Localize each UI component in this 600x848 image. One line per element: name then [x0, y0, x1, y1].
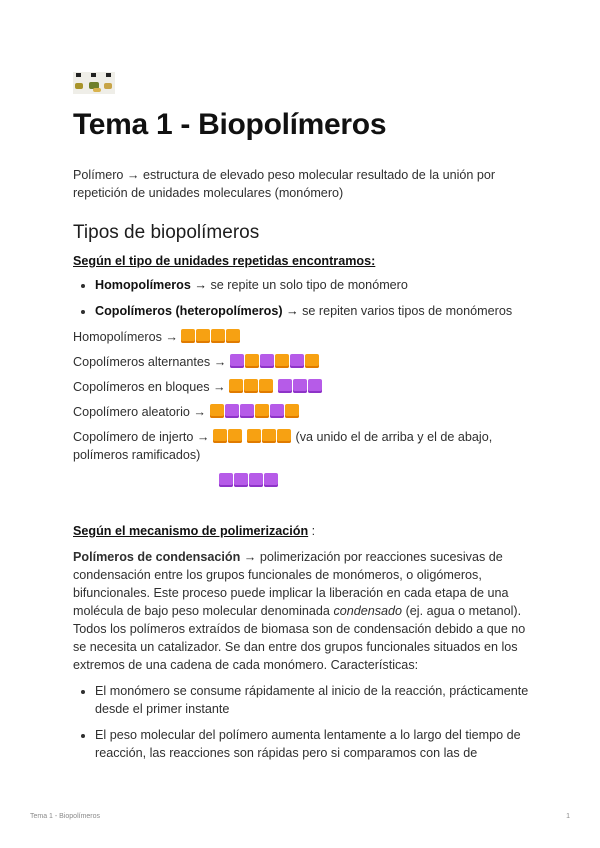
orange-block [285, 404, 299, 418]
example-block: Copolímeros en bloques → [73, 378, 533, 396]
example-homopolymer: Homopolímeros → [73, 328, 533, 346]
condensation-paragraph: Polímeros de condensación → polimerización por reacciones sucesivas de condensación entre los grupos funcionales de monómeros, o oligómeros, bifuncionales. Este proceso puede implicar la liberación en cada etapa de una molécula de bajo peso molecular denominada condensado (ej. agua o metanol). Todos los polímeros extraídos de biomasa son de condensación debido a que no se necesita un catalizador. Se dan entre dos grupos funcionales situados en los extremos de una cadena de cada monómero. Características: [73, 550, 526, 672]
orange-block [275, 354, 289, 368]
units-list [73, 276, 533, 320]
footer-title: Tema 1 - Biopolímeros [30, 813, 101, 820]
purple-block [308, 379, 322, 393]
list-item: • Copolímeros (heteropolímeros) → se repiten varios tipos de monómeros [95, 302, 533, 320]
purple-block [230, 354, 244, 368]
intro-paragraph: Polímero → estructura de elevado peso molecular resultado de la unión por repetición de unidades moleculares (monómero) [73, 168, 496, 200]
purple-block [249, 473, 263, 487]
orange-block [245, 354, 259, 368]
list-item: • El peso molecular del polímero aumenta lentamente a lo largo del tiempo de reacción, las reacciones son rápidas pero si comparamos con las de [95, 726, 533, 762]
purple-block [225, 404, 239, 418]
orange-block [255, 404, 269, 418]
orange-block [213, 429, 227, 443]
purple-block [278, 379, 292, 393]
section-title: Tipos de biopolímeros [73, 222, 260, 243]
page-title: Tema 1 - Biopolímeros [73, 108, 387, 141]
units-heading: Según el tipo de unidades repetidas encontramos: [73, 254, 376, 268]
orange-block [211, 329, 225, 343]
alternating-blocks [230, 354, 320, 368]
list-item: • Homopolímeros → se repite un solo tipo de monómero [95, 276, 533, 294]
purple-block [219, 473, 233, 487]
orange-block [244, 379, 258, 393]
purple-block [260, 354, 274, 368]
example-random: Copolímero aleatorio → [73, 403, 533, 421]
orange-block [210, 404, 224, 418]
page-icon [73, 72, 115, 94]
orange-block [262, 429, 276, 443]
orange-block [228, 429, 242, 443]
example-graft: Copolímero de injerto → (va unido el de arriba y el de abajo, polímeros ramificados) [73, 430, 493, 462]
graft-main-blocks [213, 429, 292, 443]
condensation-features [73, 682, 533, 762]
orange-block [277, 429, 291, 443]
purple-block [290, 354, 304, 368]
orange-block [196, 329, 210, 343]
orange-block [181, 329, 195, 343]
orange-block [229, 379, 243, 393]
purple-block [270, 404, 284, 418]
graft-branch [219, 472, 533, 488]
mechanism-heading: Según el mecanismo de polimerización : [73, 524, 316, 538]
random-blocks [210, 404, 300, 418]
orange-block [247, 429, 261, 443]
orange-block [305, 354, 319, 368]
purple-block [234, 473, 248, 487]
purple-block [240, 404, 254, 418]
graft-branch-blocks [219, 473, 279, 487]
block-copolymer-blocks [229, 379, 323, 393]
purple-block [264, 473, 278, 487]
purple-block [293, 379, 307, 393]
list-item: • El monómero se consume rápidamente al inicio de la reacción, prácticamente desde el primer instante [95, 682, 533, 718]
orange-block [259, 379, 273, 393]
page-number: 1 [566, 813, 570, 820]
example-alternating: Copolímeros alternantes → [73, 353, 533, 371]
document-body [73, 166, 533, 770]
orange-block [226, 329, 240, 343]
homopolymer-blocks [181, 329, 241, 343]
